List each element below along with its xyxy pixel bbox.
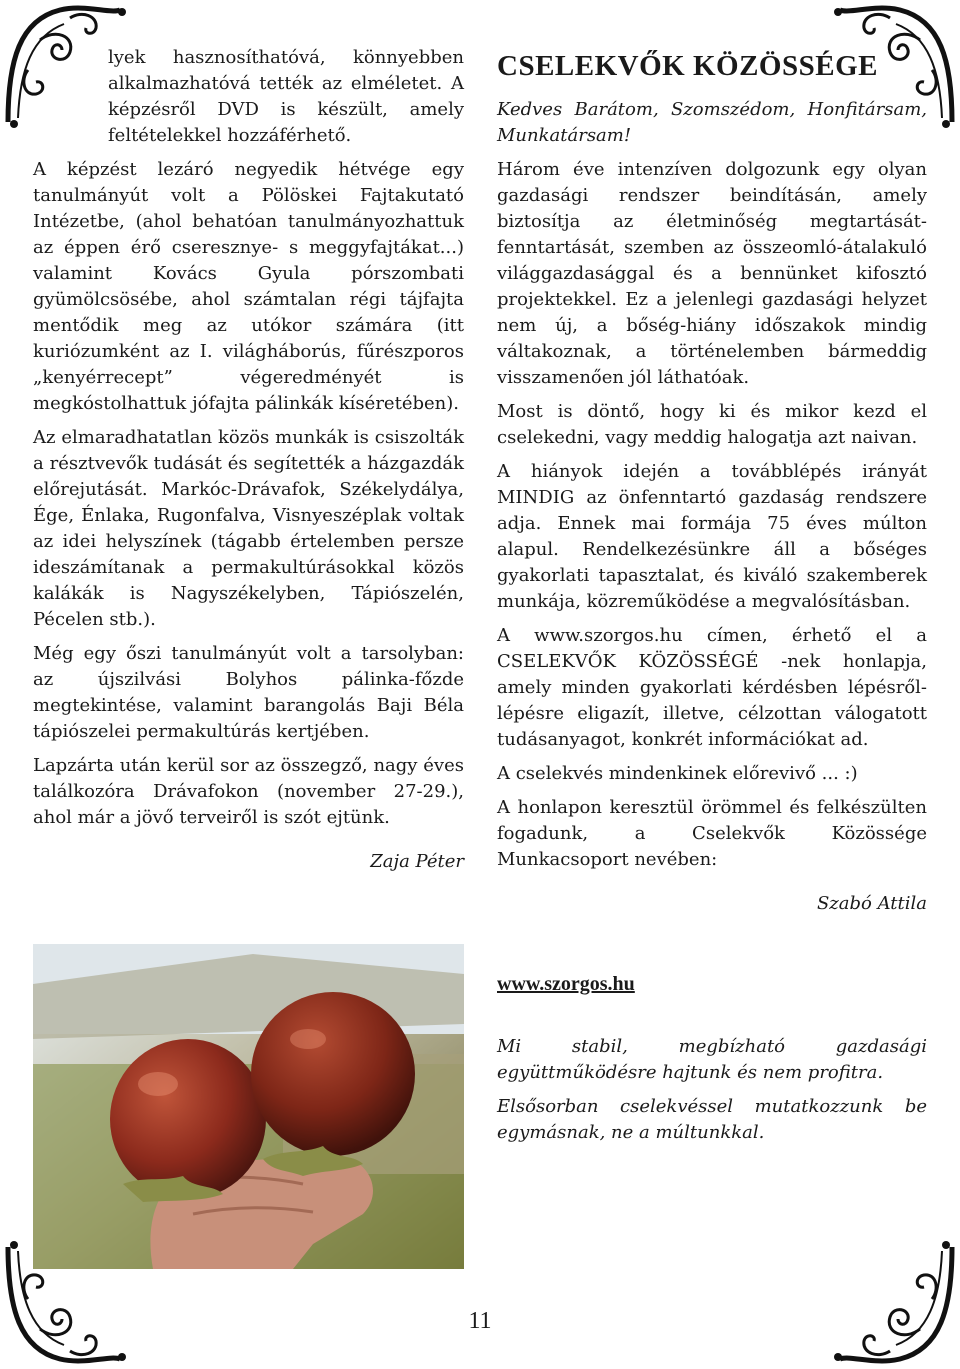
motto: Mi stabil, megbízható gazdasági együttműködésre hajtunk és nem profitra. <box>497 1036 927 1083</box>
corner-ornament-bottom-right <box>830 1239 960 1369</box>
author-signature: Zaja Péter <box>370 851 464 872</box>
greeting: Kedves Barátom, Szomszédom, Honfitársam, Munkatársam! <box>497 99 927 146</box>
tomato-photo <box>33 944 464 1269</box>
right-column <box>497 48 927 1154</box>
website-link-wrapper <box>497 971 927 998</box>
flourish-icon <box>830 1239 960 1369</box>
paragraph: Lapzárta után kerül sor az összegző, nagy éves találkozóra Drávafokon (november 27-29.), ahol már a jövő terveiről is szót ejtünk. <box>33 755 464 828</box>
page-number: 11 <box>468 1308 492 1334</box>
motto: Elsősorban cselekvéssel mutatkozzunk be egymásnak, ne a múltunkkal. <box>497 1096 927 1143</box>
paragraph: A www.szorgos.hu címen, érhető el a CSELEKVŐK KÖZÖSSÉGÉ -nek honlapja, amely minden gyakorlati kérdésben lépésről-lépésre eligazít, illetve, célzottan válogatott tudásanyagot, konkrét információkat ad. <box>497 625 927 750</box>
author-signature: Szabó Attila <box>816 893 927 914</box>
paragraph: Három éve intenzíven dolgozunk egy olyan gazdasági rendszer beindításán, amely biztosítja az életminőség megtartását-fenntartását, szemben az összeomló-átalakuló világgazdasággal és a bennünket kifosztó projektekkel. Ez a jelenlegi gazdasági helyzet nem új, a bőség-hiány időszakok mindig váltakoznak, a történelemben bármeddig visszamenően jól láthatóak. <box>497 159 927 388</box>
paragraph: Az elmaradhatatlan közös munkák is csiszolták a résztvevők tudását és segítették a házgazdák előrejutását. Markóc-Drávafok, Székelydálya, Ége, Énlaka, Rugonfalva, Visnyeszéplak voltak az idei helyszínek (tágabb értelemben persze ideszámítanak a permakultúrásokkal közös kalákák is Nagyszékelyben, Tápiószelén, Pécelen stb.). <box>33 427 464 630</box>
paragraph: lyek hasznosíthatóvá, könnyebben alkalmazhatóvá tették az elméletet. A képzésről DVD is készült, amely feltételekkel hozzáférhető. <box>108 47 464 146</box>
paragraph: A cselekvés mindenkinek előrevivő ... :) <box>497 763 858 784</box>
paragraph: Most is döntő, hogy ki és mikor kezd el cselekedni, vagy meddig halogatja azt naivan. <box>497 401 927 448</box>
paragraph: A képzést lezáró negyedik hétvége egy tanulmányút volt a Pölöskei Fajtakutató Intézetbe, (ahol behatóan tanulmányozhattuk az éppen érő cseresznye- s meggyfajtákat...) valamint Kovács Gyula pórszombati gyümölcsösébe, ahol számtalan régi tájfajta mentődik meg az utókor számára (itt kuriózumként az I. világháborús, fűrészporos „kenyérrecept” végeredményét is megkóstolhattuk jófajta pálinkák kíséretében). <box>33 159 464 414</box>
article-headline: CSELEKVŐK KÖZÖSSÉGE <box>497 50 878 82</box>
website-link[interactable]: www.szorgos.hu <box>497 973 635 995</box>
paragraph: A hiányok idején a továbblépés irányát MINDIG az önfenntartó gazdaság rendszere adja. Ennek mai formája 75 éves múlton alapul. Rendelkezésünkre áll a bőséges gyakorlati tapasztalat, és kiváló szakemberek munkája, közreműködése a megvalósításban. <box>497 461 927 612</box>
left-column <box>33 45 464 883</box>
paragraph: Még egy őszi tanulmányút volt a tarsolyban: az újszilvási Bolyhos pálinka-főzde megtekintése, valamint barangolás Baji Béla tápiószelei permakultúrás kertjében. <box>33 643 464 742</box>
tomatoes-in-hand-image <box>33 944 464 1269</box>
paragraph: A honlapon keresztül örömmel és felkészülten fogadunk, a Cselekvők Közössége Munkacsoport nevében: <box>497 797 927 870</box>
